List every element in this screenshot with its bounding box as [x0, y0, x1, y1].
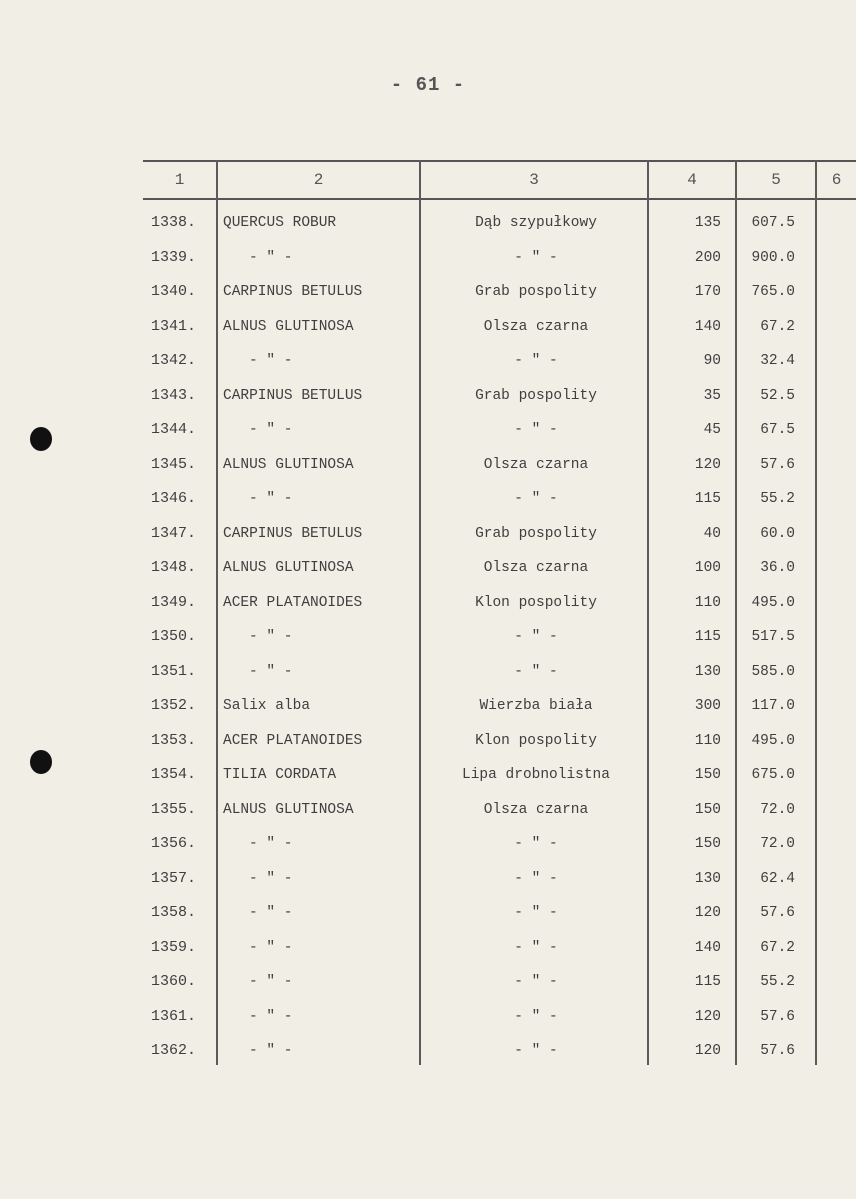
- record-number: 1341.: [151, 317, 197, 335]
- latin-name: - " -: [249, 1043, 293, 1059]
- polish-name: - " -: [514, 1008, 558, 1025]
- column-5-value: 67.5: [760, 422, 795, 438]
- column-5-value: 32.4: [760, 353, 795, 369]
- column-4-value: 120: [694, 1043, 721, 1059]
- column-5-value: 57.6: [760, 905, 795, 921]
- column-5-value: 495.0: [751, 732, 795, 749]
- table-row: [143, 827, 856, 861]
- column-4-value: 150: [694, 801, 721, 818]
- column-5-value: 52.5: [760, 387, 795, 404]
- polish-name: Olsza czarna: [483, 560, 589, 576]
- column-5-value: 675.0: [751, 767, 795, 783]
- record-number: 1354.: [151, 766, 197, 783]
- record-number: 1355.: [151, 800, 197, 818]
- latin-name: CARPINUS BETULUS: [223, 387, 363, 404]
- table-row: [143, 379, 856, 413]
- table-row: [143, 344, 856, 378]
- table-top-rule: [143, 160, 856, 162]
- column-5-value: 57.6: [760, 1043, 795, 1059]
- latin-name: - " -: [249, 491, 293, 507]
- latin-name: ALNUS GLUTINOSA: [223, 318, 354, 335]
- column-header-1: 1: [174, 171, 185, 189]
- column-4-value: 35: [703, 387, 721, 404]
- polish-name: Lipa drobnolistna: [462, 767, 610, 783]
- table-row: [143, 413, 856, 447]
- column-4-value: 140: [694, 939, 721, 956]
- column-4-value: 110: [694, 732, 721, 749]
- latin-name: - " -: [249, 353, 293, 369]
- column-5-value: 55.2: [760, 491, 795, 507]
- column-5-value: 62.4: [760, 870, 795, 887]
- table-row: [143, 896, 856, 930]
- latin-name: - " -: [249, 905, 293, 921]
- page-number: - 61 -: [390, 74, 466, 96]
- table-row: [143, 965, 856, 999]
- record-number: 1361.: [151, 1007, 197, 1025]
- record-number: 1347.: [151, 524, 197, 542]
- column-5-value: 117.0: [751, 698, 795, 714]
- record-number: 1345.: [151, 455, 197, 473]
- latin-name: Salix alba: [223, 698, 311, 714]
- column-4-value: 130: [694, 663, 721, 680]
- table-row: [143, 931, 856, 965]
- column-4-value: 130: [694, 870, 721, 887]
- latin-name: ALNUS GLUTINOSA: [223, 456, 354, 473]
- table-row: [143, 758, 856, 792]
- latin-name: ALNUS GLUTINOSA: [223, 560, 354, 576]
- column-4-value: 300: [694, 698, 721, 714]
- polish-name: - " -: [514, 1043, 558, 1059]
- polish-name: Klon pospolity: [475, 732, 597, 749]
- column-5-value: 517.5: [751, 629, 795, 645]
- punch-hole-bottom: [30, 750, 52, 774]
- record-number: 1353.: [151, 731, 197, 749]
- table-row: [143, 724, 856, 758]
- record-number: 1356.: [151, 835, 197, 852]
- polish-name: Wierzba biała: [479, 698, 593, 714]
- column-4-value: 120: [694, 905, 721, 921]
- column-5-value: 67.2: [760, 318, 795, 335]
- table-row: [143, 448, 856, 482]
- record-number: 1350.: [151, 628, 197, 645]
- latin-name: - " -: [249, 629, 293, 645]
- column-4-value: 40: [703, 525, 721, 542]
- column-5-value: 36.0: [760, 560, 795, 576]
- record-number: 1358.: [151, 904, 197, 921]
- record-number: 1349.: [151, 593, 197, 611]
- column-4-value: 150: [694, 767, 721, 783]
- table-row: [143, 862, 856, 896]
- polish-name: - " -: [514, 939, 558, 956]
- polish-name: - " -: [514, 353, 558, 369]
- column-header-5: 5: [771, 171, 781, 189]
- latin-name: - " -: [249, 939, 293, 956]
- column-5-value: 60.0: [760, 525, 795, 542]
- column-4-value: 150: [694, 836, 721, 852]
- table-row: [143, 620, 856, 654]
- latin-name: - " -: [249, 836, 293, 852]
- record-number: 1359.: [151, 938, 197, 956]
- polish-name: - " -: [514, 249, 558, 266]
- polish-name: Dąb szypułkowy: [475, 215, 597, 231]
- column-5-value: 72.0: [760, 801, 795, 818]
- latin-name: CARPINUS BETULUS: [223, 525, 363, 542]
- record-number: 1351.: [151, 662, 197, 680]
- polish-name: Olsza czarna: [483, 801, 589, 818]
- polish-name: - " -: [514, 870, 558, 887]
- record-number: 1340.: [151, 283, 197, 300]
- punch-hole-top: [30, 427, 52, 451]
- table-row: [143, 275, 856, 309]
- column-5-value: 765.0: [751, 284, 795, 300]
- record-number: 1343.: [151, 386, 197, 404]
- polish-name: - " -: [514, 422, 558, 438]
- column-5-value: 607.5: [751, 215, 795, 231]
- column-4-value: 100: [694, 560, 721, 576]
- record-number: 1338.: [151, 214, 197, 231]
- polish-name: Grab pospolity: [475, 284, 597, 300]
- column-header-2: 2: [313, 171, 324, 189]
- table-row: [143, 241, 856, 275]
- latin-name: ACER PLATANOIDES: [223, 594, 363, 611]
- record-number: 1339.: [151, 248, 197, 266]
- polish-name: - " -: [514, 905, 558, 921]
- column-5-value: 55.2: [760, 974, 795, 990]
- polish-name: - " -: [514, 491, 558, 507]
- column-4-value: 120: [694, 456, 721, 473]
- record-number: 1352.: [151, 697, 197, 714]
- record-number: 1357.: [151, 869, 197, 887]
- table-header-rule: [143, 198, 856, 200]
- column-header-4: 4: [687, 171, 697, 189]
- column-header-3: 3: [529, 171, 539, 189]
- column-4-value: 115: [694, 491, 721, 507]
- column-5-value: 900.0: [751, 249, 795, 266]
- column-header-6: 6: [831, 171, 842, 189]
- record-number: 1360.: [151, 973, 197, 990]
- polish-name: - " -: [514, 629, 558, 645]
- column-5-value: 585.0: [751, 663, 795, 680]
- table-row: [143, 586, 856, 620]
- table-row: [143, 689, 856, 723]
- column-4-value: 200: [694, 249, 721, 266]
- column-4-value: 140: [694, 318, 721, 335]
- table-row: [143, 793, 856, 827]
- column-4-value: 115: [694, 974, 721, 990]
- record-number: 1362.: [151, 1042, 197, 1059]
- column-5-value: 495.0: [751, 594, 795, 611]
- column-4-value: 135: [694, 215, 721, 231]
- latin-name: QUERCUS ROBUR: [223, 215, 337, 231]
- latin-name: - " -: [249, 249, 293, 266]
- polish-name: Grab pospolity: [475, 387, 597, 404]
- latin-name: - " -: [249, 663, 293, 680]
- record-number: 1342.: [151, 352, 197, 369]
- column-4-value: 115: [694, 629, 721, 645]
- table-row: [143, 310, 856, 344]
- column-4-value: 110: [694, 594, 721, 611]
- latin-name: - " -: [249, 422, 293, 438]
- latin-name: ALNUS GLUTINOSA: [223, 801, 354, 818]
- column-4-value: 170: [694, 284, 721, 300]
- column-4-value: 45: [703, 422, 721, 438]
- column-5-value: 67.2: [760, 939, 795, 956]
- column-5-value: 57.6: [760, 1008, 795, 1025]
- polish-name: Olsza czarna: [483, 318, 589, 335]
- latin-name: - " -: [249, 974, 293, 990]
- column-5-value: 57.6: [760, 456, 795, 473]
- table-row: [143, 1034, 856, 1068]
- table-row: [143, 482, 856, 516]
- species-table: [143, 160, 856, 1065]
- table-row: [143, 206, 856, 240]
- latin-name: - " -: [249, 1008, 293, 1025]
- polish-name: Klon pospolity: [475, 594, 597, 611]
- latin-name: TILIA CORDATA: [223, 767, 337, 783]
- table-row: [143, 551, 856, 585]
- column-5-value: 72.0: [760, 836, 795, 852]
- polish-name: - " -: [514, 663, 558, 680]
- record-number: 1344.: [151, 421, 197, 438]
- polish-name: Grab pospolity: [475, 525, 597, 542]
- record-number: 1348.: [151, 559, 197, 576]
- table-row: [143, 517, 856, 551]
- polish-name: - " -: [514, 974, 558, 990]
- column-4-value: 120: [694, 1008, 721, 1025]
- polish-name: - " -: [514, 836, 558, 852]
- column-4-value: 90: [703, 353, 721, 369]
- latin-name: - " -: [249, 870, 293, 887]
- table-row: [143, 655, 856, 689]
- record-number: 1346.: [151, 490, 197, 507]
- latin-name: ACER PLATANOIDES: [223, 732, 363, 749]
- polish-name: Olsza czarna: [483, 456, 589, 473]
- latin-name: CARPINUS BETULUS: [223, 284, 363, 300]
- table-row: [143, 1000, 856, 1034]
